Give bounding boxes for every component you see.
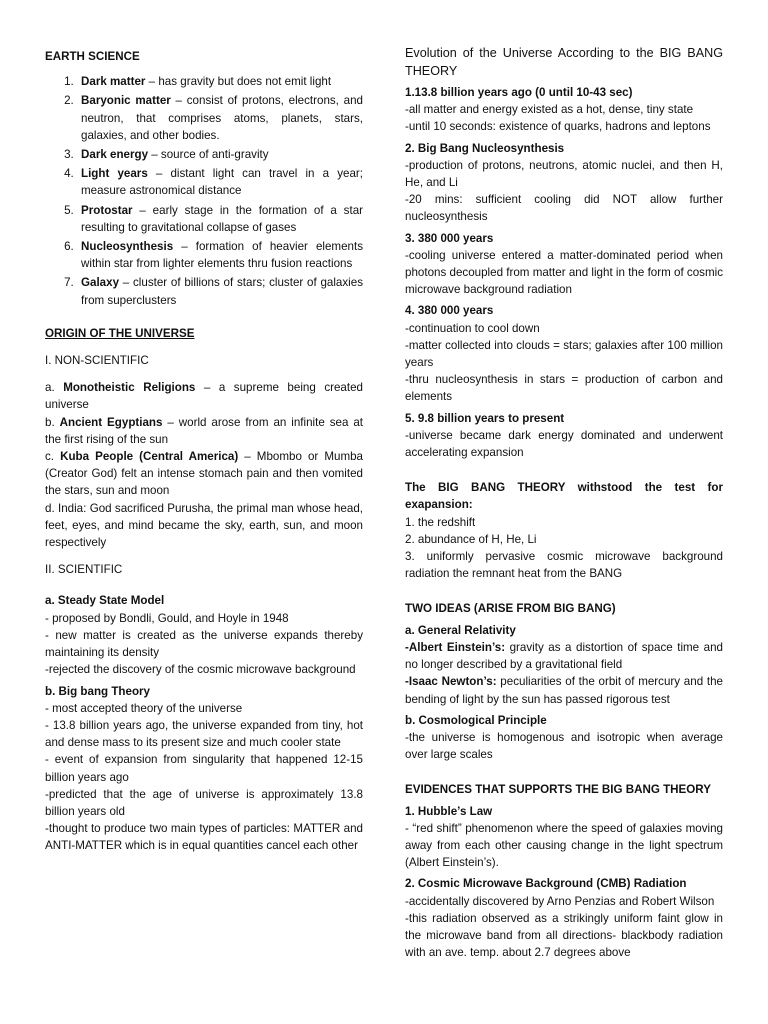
- item-lead: a.: [45, 381, 64, 395]
- item-text: – Mbombo or Mumba (Creator God) felt an intense stomach pain and then vomited the stars, sun and moon: [45, 450, 363, 498]
- term-item: [77, 274, 363, 308]
- term-name: Light years: [81, 167, 148, 181]
- earth-science-terms-list: [45, 73, 363, 309]
- big-bang-line: - 13.8 billion years ago, the universe expanded from tiny, hot and dense mass to its present size and much cooler state: [45, 718, 363, 750]
- earth-science-title: EARTH SCIENCE: [45, 50, 140, 63]
- item-text: God sacrificed Purusha, the primal man whose head, feet, eyes, and mind became the sky, earth, sun, and moon respectively: [45, 501, 363, 550]
- non-scientific-item: [45, 379, 363, 413]
- evidence-title: EVIDENCES THAT SUPPORTS THE BIG BANG THEORY: [405, 783, 711, 797]
- steady-state-line: - new matter is created as the universe expands thereby maintaining its density: [45, 628, 363, 660]
- stage-1-title: 1.13.8 billion years ago (0 until 10-43 sec): [405, 86, 633, 99]
- hubble-line: - “red shift” phenomenon where the speed of galaxies moving away from each other causing change in the light spectrum (Albert Einstein’s).: [405, 821, 723, 870]
- cmb-title: 2. Cosmic Microwave Background (CMB) Radiation: [405, 877, 687, 891]
- einstein-line: [405, 639, 723, 673]
- stage-4-line: -continuation to cool down: [405, 321, 540, 335]
- cmb-line: -this radiation observed as a strikingly uniform faint glow in the microwave band from all directions- blackbody radiation with an ave. temp. about 2.7 degrees above: [405, 911, 723, 960]
- steady-state-line: - proposed by Bondli, Gould, and Hoyle in 1948: [45, 611, 289, 625]
- item-lead: c.: [45, 450, 61, 464]
- left-column: [45, 44, 363, 855]
- term-item: [77, 202, 363, 236]
- big-bang-line: -predicted that the age of universe is approximately 13.8 billion years old: [45, 787, 363, 818]
- withstood-title: The BIG BANG THEORY withstood the test for exapansion:: [405, 481, 723, 512]
- item-text: – a supreme being created universe: [45, 381, 363, 412]
- big-bang-line: -thought to produce two main types of particles: MATTER and ANTI-MATTER which is in equal quantities cancel each other: [45, 822, 363, 853]
- withstood-line: 3. uniformly pervasive cosmic microwave background radiation the remnant heat from the BANG: [405, 550, 723, 581]
- stage-2-line: -production of protons, neutrons, atomic nuclei, and then H, He, and Li: [405, 158, 723, 190]
- term-definition: – consist of protons, electrons, and neutron, that comprises atoms, planets, stars, galaxies, and other bodies.: [81, 94, 363, 142]
- term-name: Dark matter: [81, 75, 146, 89]
- item-text: – world arose from an infinite sea at the first rising of the sun: [45, 415, 364, 446]
- non-scientific-item: [45, 414, 363, 448]
- big-bang-line: - most accepted theory of the universe: [45, 701, 243, 715]
- term-definition: – early stage in the formation of a star resulting to gravitational collapse of gases: [81, 203, 363, 234]
- term-item: [77, 73, 363, 90]
- scientific-title: II. SCIENTIFIC: [45, 563, 123, 577]
- big-bang-line: - event of expansion from singularity that happened 12-15 billion years ago: [45, 753, 363, 784]
- withstood-line: 2. abundance of H, He, Li: [405, 532, 537, 546]
- stage-2-line: -20 mins: sufficient cooling did NOT allow further nucleosynthesis: [405, 193, 723, 224]
- term-name: Baryonic matter: [81, 94, 171, 108]
- evolution-title: Evolution of the Universe According to the BIG BANG THEORY: [405, 46, 723, 78]
- stage-4-title: 4. 380 000 years: [405, 304, 494, 318]
- term-item: [77, 92, 363, 144]
- term-definition: – has gravity but does not emit light: [145, 75, 332, 89]
- non-scientific-item: [45, 500, 363, 552]
- item-lead: b.: [45, 415, 60, 429]
- steady-state-line: -rejected the discovery of the cosmic microwave background: [45, 663, 356, 677]
- non-scientific-item: [45, 448, 363, 500]
- stage-5-line: -universe became dark energy dominated and underwent accelerating expansion: [405, 428, 723, 460]
- right-column: [405, 44, 723, 961]
- stage-4-line: -matter collected into clouds = stars; galaxies after 100 million years: [405, 338, 723, 370]
- term-definition: – formation of heavier elements within star from lighter elements thru fusion reactions: [81, 240, 363, 271]
- term-definition: – distant light can travel in a year; measure astronomical distance: [81, 167, 363, 198]
- term-name: Protostar: [81, 203, 133, 217]
- term-definition: – cluster of billions of stars; cluster of galaxies from superclusters: [81, 276, 363, 307]
- term-item: [77, 165, 363, 199]
- stage-3-title: 3. 380 000 years: [405, 231, 494, 245]
- cosmological-line: -the universe is homogenous and isotropic when average over large scales: [405, 730, 723, 762]
- term-name: Nucleosynthesis: [81, 240, 174, 254]
- item-term: Ancient Egyptians: [59, 415, 163, 429]
- steady-state-title: a. Steady State Model: [45, 594, 165, 608]
- stage-2-title: 2. Big Bang Nucleosynthesis: [405, 141, 565, 155]
- term-name: Galaxy: [81, 276, 120, 290]
- two-ideas-title: TWO IDEAS (ARISE FROM BIG BANG): [405, 602, 616, 616]
- stage-1-line: -until 10 seconds: existence of quarks, hadrons and leptons: [405, 120, 711, 134]
- non-scientific-title: I. NON-SCIENTIFIC: [45, 354, 149, 368]
- hubble-title: 1. Hubble’s Law: [405, 804, 493, 818]
- einstein-text: gravity as a distortion of space time and no longer described by a gravitational field: [405, 640, 723, 672]
- newton-line: [405, 673, 723, 707]
- term-item: [77, 146, 363, 163]
- cosmological-principle-title: b. Cosmological Principle: [405, 713, 547, 727]
- term-name: Dark energy: [81, 148, 149, 162]
- origin-title: ORIGIN OF THE UNIVERSE: [45, 326, 195, 340]
- withstood-line: 1. the redshift: [405, 515, 476, 529]
- item-term: Kuba People (Central America): [60, 450, 239, 464]
- big-bang-title: b. Big bang Theory: [45, 684, 150, 698]
- stage-5-title: 5. 9.8 billion years to present: [405, 411, 565, 425]
- term-item: [77, 238, 363, 272]
- newton-term: -Isaac Newton’s:: [405, 675, 497, 689]
- einstein-term: -Albert Einstein’s:: [405, 640, 506, 654]
- stage-4-line: -thru nucleosynthesis in stars = production of carbon and elements: [405, 373, 723, 404]
- stage-1-line: -all matter and energy existed as a hot, dense, tiny state: [405, 103, 694, 117]
- cmb-line: -accidentally discovered by Arno Penzias and Robert Wilson: [405, 894, 715, 908]
- stage-3-line: -cooling universe entered a matter-dominated period when photons decoupled from matter and light in the form of cosmic microwave background radiation: [405, 248, 723, 297]
- term-definition: – source of anti-gravity: [148, 148, 269, 162]
- item-lead: d. India:: [45, 501, 90, 515]
- item-term: Monotheistic Religions: [63, 381, 196, 395]
- newton-text: peculiarities of the orbit of mercury and the bending of light by the sun has passed rigorous test: [405, 675, 724, 706]
- general-relativity-title: a. General Relativity: [405, 623, 516, 637]
